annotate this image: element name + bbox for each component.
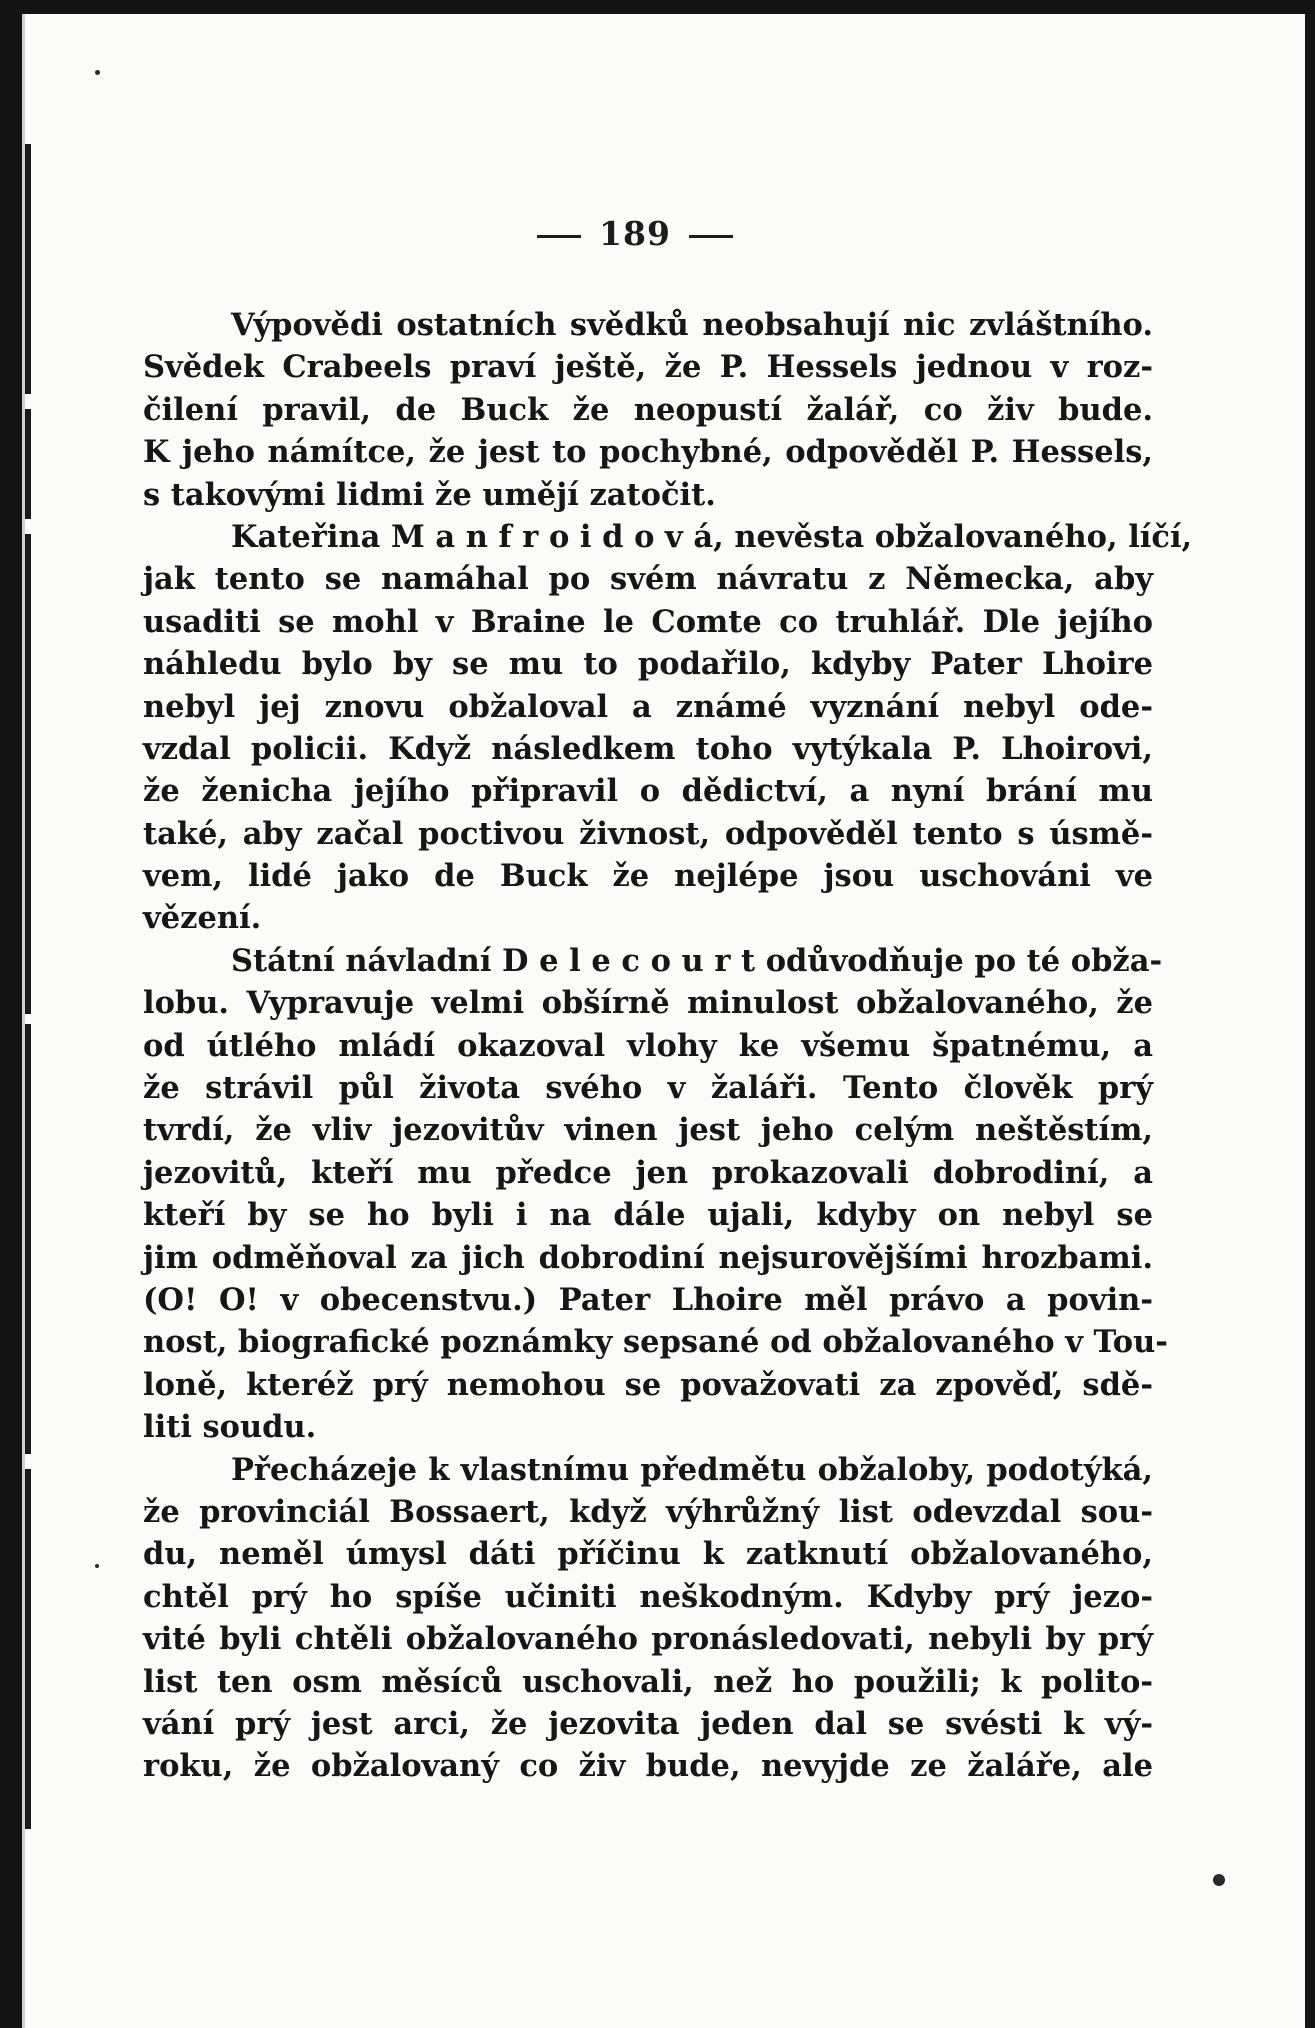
text-line: jak tento se namáhal po svém návratu z Německa, aby — [143, 561, 1153, 598]
text-line: chtěl prý ho spíše učiniti neškodným. Kdyby prý jezo- — [143, 1578, 1153, 1615]
binding-mark — [25, 144, 31, 394]
text-line: vězení. — [143, 900, 262, 937]
page-number-dash-right — [689, 235, 733, 238]
text-line: že ženicha jejího připravil o dědictví, a nyní brání mu — [143, 773, 1153, 810]
text-line: vité byli chtěli obžalovaného pronásledovati, nebyli by prý — [143, 1621, 1153, 1658]
text-line: s takovými lidmi že umějí zatočit. — [143, 476, 716, 513]
text-line: tvrdí, že vliv jezovitův vinen jest jeho celým neštěstím, — [143, 1112, 1153, 1149]
text-line: od útlého mládí okazoval vlohy ke všemu špatnému, a — [143, 1027, 1153, 1064]
text-line: nebyl jej znovu obžaloval a známé vyznání nebyl ode- — [143, 688, 1153, 725]
body-text — [143, 304, 1193, 1788]
book-page — [22, 14, 1305, 2028]
text-line: že strávil půl života svého v žaláři. Tento člověk prý — [143, 1070, 1153, 1107]
binding-mark — [25, 409, 31, 519]
paper-speck — [1213, 1874, 1225, 1886]
text-line: loně, kteréž prý nemohou se považovati za zpověď, sdě- — [143, 1366, 1153, 1403]
text-line: také, aby začal poctivou živnost, odpověděl tento s úsmě- — [143, 815, 1153, 852]
page-number — [0, 214, 1275, 253]
text-line: kteří by se ho byli i na dále ujali, kdyby on nebyl se — [143, 1197, 1153, 1234]
text-line: že provinciál Bossaert, když výhrůžný list odevzdal sou- — [143, 1493, 1153, 1530]
binding-mark — [25, 1024, 31, 1454]
text-line: K jeho námítce, že jest to pochybné, odpověděl P. Hessels, — [143, 434, 1153, 471]
text-line: list ten osm měsíců uschovali, než ho použili; k polito- — [143, 1663, 1153, 1700]
text-line: du, neměl úmysl dáti příčinu k zatknutí obžalovaného, — [143, 1536, 1153, 1573]
page-number-value: 189 — [599, 214, 671, 253]
text-line: jim odměňoval za jich dobrodiní nejsurovějšími hrozbami. — [143, 1239, 1153, 1276]
text-line: čilení pravil, de Buck že neopustí žalář, co živ bude. — [143, 391, 1153, 428]
paper-speck — [95, 1564, 99, 1568]
text-line: vzdal policii. Když následkem toho vytýkala P. Lhoirovi, — [143, 730, 1153, 767]
text-line: Státní návladní D e l e c o u r t odůvodňuje po té obža- — [231, 942, 1163, 979]
text-line: jezovitů, kteří mu předce jen prokazovali dobrodiní, a — [143, 1154, 1153, 1191]
paper-speck — [95, 70, 100, 75]
text-line: Výpovědi ostatních svědků neobsahují nic zvláštního. — [231, 307, 1153, 343]
page-number-dash-left — [537, 235, 581, 238]
text-line: (O! O! v obecenstvu.) Pater Lhoire měl právo a povin- — [143, 1281, 1153, 1318]
text-line: Přecházeje k vlastnímu předmětu obžaloby, podotýká, — [231, 1451, 1153, 1488]
text-line: roku, že obžalovaný co živ bude, nevyjde ze žaláře, ale — [143, 1748, 1153, 1785]
text-line: usaditi se mohl v Braine le Comte co truhlář. Dle jejího — [143, 603, 1153, 640]
binding-mark — [25, 534, 31, 1014]
text-line: vem, lidé jako de Buck že nejlépe jsou uschováni ve — [143, 858, 1153, 895]
text-line: náhledu bylo by se mu to podařilo, kdyby Pater Lhoire — [143, 646, 1153, 683]
text-line: lobu. Vypravuje velmi obšírně minulost obžalovaného, že — [143, 985, 1153, 1022]
text-line: liti soudu. — [143, 1409, 317, 1446]
binding-mark — [25, 1469, 31, 1829]
text-line: vání prý jest arci, že jezovita jeden dal se svésti k vý- — [143, 1705, 1153, 1742]
text-line: Kateřina M a n f r o i d o v á, nevěsta obžalovaného, líčí, — [231, 518, 1193, 555]
text-line: Svědek Crabeels praví ještě, že P. Hessels jednou v roz- — [143, 349, 1153, 386]
text-line: nost, biografické poznámky sepsané od obžalovaného v Tou- — [143, 1324, 1168, 1361]
